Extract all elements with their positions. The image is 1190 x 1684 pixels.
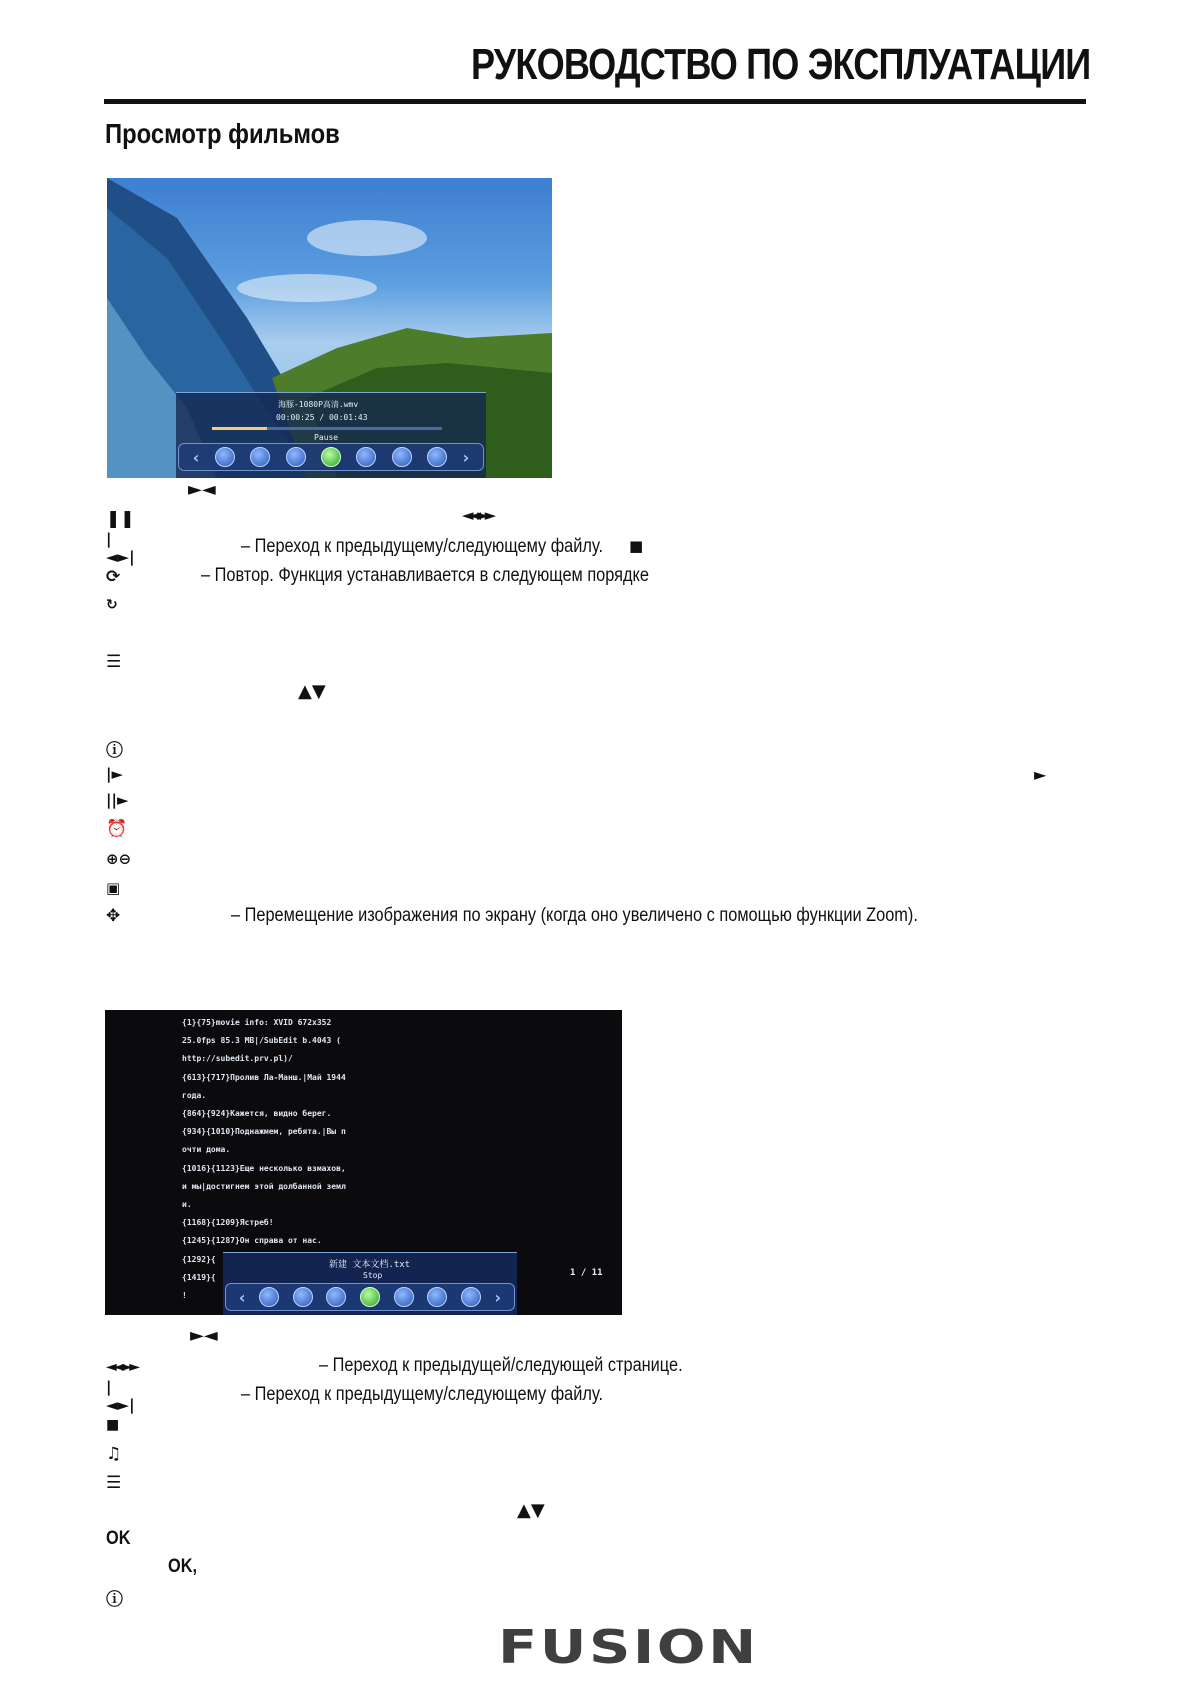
prev-next-file-description: – Переход к предыдущему/следующему файлу. <box>241 1384 604 1405</box>
ok-inline-label: OK, <box>168 1556 198 1577</box>
move-description: – Перемещение изображения по экрану (когда оно увеличено с помощью функции Zoom). <box>231 905 918 926</box>
next-file-button[interactable] <box>250 447 270 467</box>
playlist-icon: ☰ <box>106 1473 122 1493</box>
rewind-forward-glyph: ◄◄►► <box>462 506 493 524</box>
osd-filename: 海豚-1080P高清.wmv <box>278 400 359 409</box>
subtitle-line: http://subedit.prv.pl)/ <box>182 1054 293 1064</box>
text-viewer-osd-panel <box>223 1252 517 1315</box>
subtitle-line: очти дома. <box>182 1145 231 1155</box>
fast-forward-button[interactable] <box>427 447 447 467</box>
prev-file-button[interactable] <box>215 447 235 467</box>
stop-icon: ■ <box>629 537 644 555</box>
subtitle-line: {864}{924}Кажется, видно берег. <box>182 1109 332 1118</box>
aspect-ratio-icon: ▣ <box>106 879 121 897</box>
prev-next-icon: |◄►| <box>106 1378 135 1414</box>
repeat-description: – Повтор. Функция устанавливается в следующем порядке <box>201 565 649 586</box>
subtitle-line: {934}{1010}Поднажмем, ребята.|Вы п <box>182 1127 346 1137</box>
play-arrows-glyph: ►◄ <box>190 1325 218 1346</box>
play-arrows-glyph: ►◄ <box>188 479 216 500</box>
subtitle-line: ! <box>182 1291 187 1300</box>
rewind-button[interactable] <box>392 447 412 467</box>
slow-forward-icon: ||► <box>106 791 129 809</box>
osd-progress-fill <box>212 427 267 430</box>
subtitle-line: года. <box>182 1090 207 1100</box>
step-forward-icon: |► <box>106 765 124 783</box>
pause-button[interactable] <box>321 447 341 467</box>
ok-label: OK <box>106 1528 131 1549</box>
prev-next-icon: |◄►| <box>106 530 135 566</box>
page-forward-button[interactable] <box>427 1287 447 1307</box>
page-back-button[interactable] <box>394 1287 414 1307</box>
playlist-icon: ☰ <box>106 652 122 672</box>
text-viewer-control-bar <box>225 1283 515 1311</box>
info-icon: ⓘ <box>106 1589 123 1610</box>
page-header-title: РУКОВОДСТВО ПО ЭКСПЛУАТАЦИИ <box>470 40 1090 89</box>
osd-time: 00:00:25 / 00:01:43 <box>276 413 368 422</box>
zoom-icon: ⊕⊖ <box>106 850 132 868</box>
move-icon: ✥ <box>106 906 121 926</box>
player-control-bar <box>178 443 484 471</box>
text-viewer-screenshot <box>105 1010 622 1315</box>
subtitle-line: {1245}{1287}Он справа от нас. <box>182 1236 322 1246</box>
subtitle-line: и. <box>182 1200 192 1209</box>
movie-player-screenshot <box>107 178 552 478</box>
repeat-mode-icon: ↻ <box>106 597 118 613</box>
info-button[interactable] <box>461 1287 481 1307</box>
osd-progress-track <box>212 427 442 430</box>
text-viewer-filename: 新建 文本文档.txt <box>329 1260 411 1270</box>
stop-button[interactable] <box>360 1287 380 1307</box>
stop-button[interactable] <box>356 447 376 467</box>
chevron-left-icon[interactable]: ‹ <box>238 1287 246 1307</box>
info-icon: ⓘ <box>106 740 123 761</box>
playlist-button[interactable] <box>326 1287 346 1307</box>
text-viewer-status: Stop <box>363 1271 383 1280</box>
prev-next-description: – Переход к предыдущему/следующему файлу. <box>241 536 604 557</box>
up-down-glyph: ▲▼ <box>517 1500 545 1521</box>
player-osd-panel <box>176 392 486 478</box>
page-counter: 1 / 11 <box>570 1268 603 1278</box>
chevron-right-icon[interactable]: › <box>494 1287 502 1307</box>
subtitle-line: {1419}{ <box>182 1272 216 1282</box>
chevron-left-icon[interactable]: ‹ <box>192 447 200 467</box>
pause-icon: ❚❚ <box>106 509 135 529</box>
subtitle-line: {1}{75}movie info: XVID 672x352 <box>182 1018 332 1027</box>
chevron-right-icon[interactable]: › <box>462 447 470 467</box>
up-down-glyph: ▲▼ <box>298 681 326 702</box>
playlist-button[interactable] <box>286 447 306 467</box>
fusion-logo: FUSION <box>498 1620 759 1674</box>
music-note-icon: ♫ <box>106 1444 122 1464</box>
osd-status: Pause <box>314 433 339 442</box>
page-back-forward-icon: ◄◄►► <box>106 1359 138 1375</box>
play-glyph: ► <box>1034 765 1047 784</box>
subtitle-line: 25.0fps 85.3 MB|/SubEdit b.4043 ( <box>182 1036 341 1046</box>
alarm-clock-icon: ⏰ <box>106 819 128 839</box>
subtitle-line: {1168}{1209}Ястреб! <box>182 1218 274 1228</box>
subtitle-line: {613}{717}Пролив Ла-Манш.|Май 1944 <box>182 1072 346 1082</box>
section-title: Просмотр фильмов <box>105 118 340 149</box>
next-file-button[interactable] <box>293 1287 313 1307</box>
prev-file-button[interactable] <box>259 1287 279 1307</box>
subtitle-line: {1016}{1123}Еще несколько взмахов, <box>182 1163 346 1173</box>
header-rule <box>104 99 1086 104</box>
subtitle-line: {1292}{ <box>182 1254 216 1264</box>
page-description: – Переход к предыдущей/следующей странице. <box>319 1355 683 1376</box>
stop-icon: ■ <box>106 1417 120 1433</box>
subtitle-line: и мы|достигнем этой долбанной земл <box>182 1181 346 1191</box>
repeat-icon: ⟳ <box>106 567 121 587</box>
